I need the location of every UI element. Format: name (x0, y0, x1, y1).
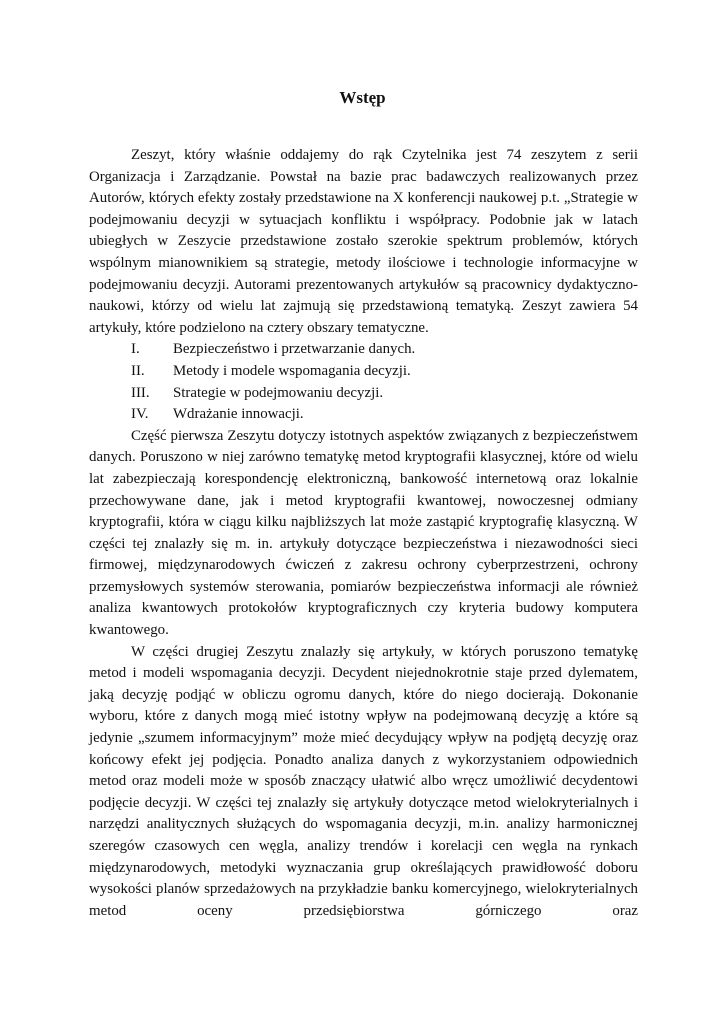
list-item-label: Wdrażanie innowacji. (173, 406, 304, 423)
document-body (89, 145, 638, 922)
thematic-areas-list (89, 339, 638, 425)
part-one-paragraph: Część pierwsza Zeszytu dotyczy istotnych aspektów związanych z bezpieczeństwem danych. Poruszono w niej zarówno tematykę metod kryptografii klasycznej, które od wielu lat zabezpieczają korespondencję elektroniczną, bankowość internetową oraz lokalnie przechowywane dane, jak i metod kryptografii kwantowej, nowoczesnej odmiany kryptografii, która w ciągu kilku najbliższych lat może zastąpić kryptografię klasyczną. W części tej znalazły się m. in. artykuły dotyczące bezpieczeństwa i niezawodności sieci firmowej, międzynarodowych ćwiczeń z zakresu ochrony cyberprzestrzeni, ochrony przemysłowych systemów sterowania, pomiarów bezpieczeństwa informacji ale również analiza kwantowych protokołów kryptograficznych czy kryteria budowy komputera kwantowego. (89, 427, 638, 639)
intro-paragraph: Zeszyt, który właśnie oddajemy do rąk Czytelnika jest 74 zeszytem z serii Organizacja i Zarządzanie. Powstał na bazie prac badawczych realizowanych przez Autorów, których efekty zostały przedstawione na X konferencji naukowej p.t. „Strategie w podejmowaniu decyzji w sytuacjach konfliktu i współpracy. Podobnie jak w latach ubiegłych w Zeszycie przedstawione zostało szerokie spektrum problemów, których wspólnym mianownikiem są strategie, metody ilościowe i technologie informacyjne w podejmowaniu decyzji. Autorami prezentowanych artykułów są pracownicy dydaktyczno-naukowi, którzy od wielu lat zajmują się przedstawioną tematyką. Zeszyt zawiera 54 artykuły, które podzielono na cztery obszary tematyczne. (89, 147, 638, 336)
list-item (89, 339, 638, 361)
list-item (89, 404, 638, 426)
list-item (89, 361, 638, 383)
list-item-number: IV. (131, 406, 149, 423)
list-item-label: Metody i modele wspomagania decyzji. (173, 362, 411, 379)
part-two-paragraph: W części drugiej Zeszytu znalazły się artykuły, w których poruszono tematykę metod i modeli wspomagania decyzji. Decydent niejednokrotnie staje przed dylematem, jaką decyzję podjąć w obliczu ogromu danych, które do niego docierają. Dokonanie wyboru, które z danych mogą mieć istotny wpływ na podejmowaną decyzję a które są jedynie „szumem informacyjnym” może mieć decydujący wpływ na podjętą decyzję oraz końcowy efekt jej podjęcia. Ponadto analiza danych z wykorzystaniem odpowiednich metod oraz modeli może w sposób znaczący ułatwić albo wręcz umożliwić decydentowi podjęcie decyzji. W części tej znalazły się artykuły dotyczące metod wielokryterialnych i narzędzi analitycznych służących do wspomagania decyzji, m.in. analizy harmonicznej szeregów czasowych cen węgla, analizy trendów i korelacji cen węgla na rynkach międzynarodowych, metodyki wyznaczania grup określających prawidłowość doboru wysokości planów sprzedażowych na przykładzie banku komercyjnego, wielokryterialnych metod oceny przedsiębiorstwa górniczego oraz (89, 643, 638, 919)
list-item-number: I. (131, 341, 140, 358)
list-item-number: III. (131, 384, 150, 401)
list-item-number: II. (131, 362, 145, 379)
list-item (89, 383, 638, 405)
list-item-label: Strategie w podejmowaniu decyzji. (173, 384, 384, 401)
list-item-label: Bezpieczeństwo i przetwarzanie danych. (173, 341, 416, 358)
page-title: Wstęp (339, 88, 386, 107)
